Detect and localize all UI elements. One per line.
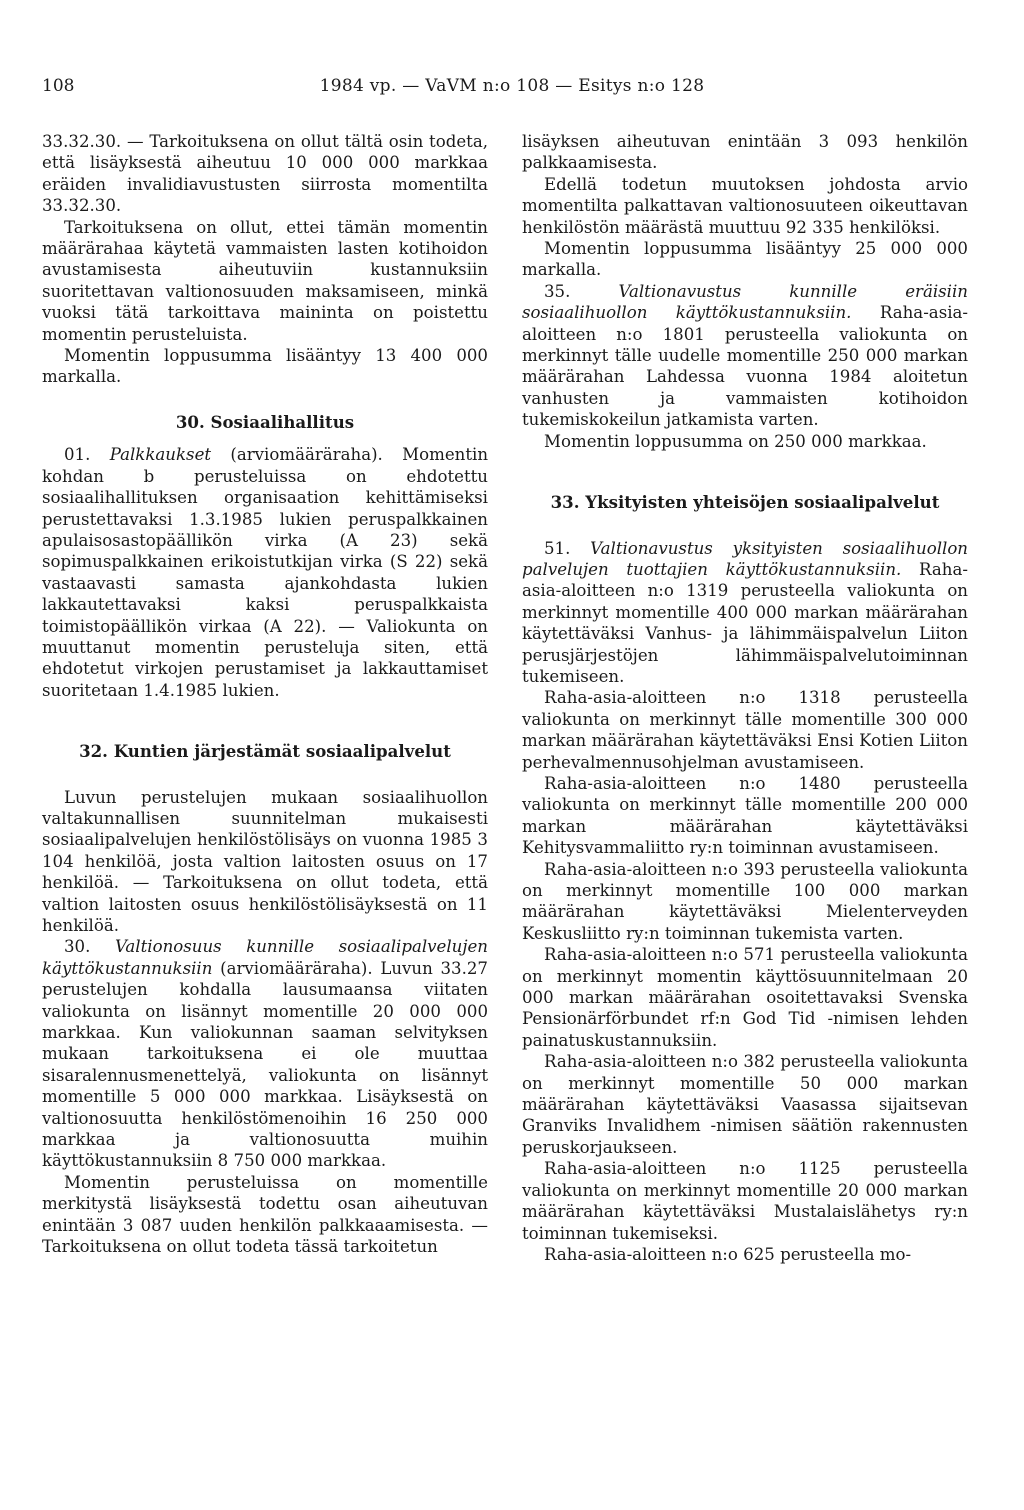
item-number: 01. [64, 445, 91, 465]
right-column [522, 131, 968, 1265]
paragraph: Tarkoituksena on ollut, ettei tämän momentin määrärahaa käytetä vammaisten lasten kotihoidon avustamisesta aiheutuviin kustannuksiin suoritettavan valtionosuuden maksamiseen, minkä vuoksi tätä tarkoittava maininta on poistettu momentin perusteluista. [42, 217, 488, 344]
paragraph [522, 281, 968, 431]
item-text: (arviomääräraha). Momentin kohdan b perusteluissa on ehdotettu sosiaalihallituksen organisaation kehittämiseksi perustettavaksi 1.3.1985 lukien peruspalkkainen apulaisosastopäällikön virka (A 23) sekä sopimuspalkkainen erikoistutkijan virka (S 22) sekä vastaavasti samasta ajankohdasta lukien lakkautettavaksi kaksi peruspalkkaista toimistopäällikön virkaa (A 22). — Valiokunta on muuttanut momentin perusteluja siten, että ehdotetut virkojen perustamiset ja lakkauttamiset suoritetaan 1.4.1985 lukien. [42, 445, 489, 700]
section-heading: 33. Yksityisten yhteisöjen sosiaalipalvelut [550, 492, 940, 513]
item-text: Raha-asia-aloitteen n:o 1801 perusteella valiokunta on merkinnyt tälle uudelle momentille 250 000 markan määrärahan Lahdessa vuonna 1984 aloitetun vanhusten ja vammaisten kotihoidon tukemiskokeilun jatkamista varten. [522, 303, 969, 430]
paragraph: Momentin loppusumma on 250 000 markkaa. [544, 431, 927, 451]
paragraph [42, 444, 488, 701]
item-title: Valtionosuus kunnille sosiaalipalvelujen käyttökustannuksiin [42, 937, 488, 978]
paragraph [42, 936, 488, 1171]
page-number: 108 [42, 76, 75, 96]
paragraph: lisäyksen aiheutuvan enintään 3 093 henkilön palkkaamisesta. [522, 132, 968, 173]
item-text: Raha-asia-aloitteen n:o 1319 perusteella valiokunta on merkinnyt momentille 400 000 markan määrärahan käytettäväksi Vanhus- ja lähimmäispalvelun Liiton perusjärjestöjen lähimmäispalvelutoiminnan tukemiseen. [522, 559, 968, 686]
paragraph: Luvun perustelujen mukaan sosiaalihuollon valtakunnallisen suunnitelman mukaisesti sosiaalipalvelujen henkilöstölisäys on vuonna 1985 3 104 henkilöä, josta valtion laitosten osuus on 17 henkilöä. — Tarkoituksena on ollut todeta, että valtion laitosten osuus henkilöstölisäyksestä on 11 henkilöä. [42, 787, 488, 935]
section-heading: 32. Kuntien järjestämät sosiaalipalvelut [79, 741, 451, 762]
item-title: Palkkaukset [109, 445, 212, 465]
paragraph: Momentin loppusumma lisääntyy 25 000 000 markalla. [522, 239, 968, 280]
item-title: Valtionavustus yksityisten sosiaalihuollon palvelujen tuottajien käyttökustannuksiin. [522, 538, 968, 579]
item-number: 35. [544, 281, 571, 301]
section-heading: 30. Sosiaalihallitus [175, 411, 355, 432]
left-column [42, 131, 488, 1258]
paragraph: Momentin loppusumma lisääntyy 13 400 000 markalla. [42, 346, 488, 387]
paragraph: Raha-asia-aloitteen n:o 625 perusteella mo- [544, 1244, 912, 1264]
paragraph: Momentin perusteluissa on momentille merkitystä lisäyksestä todettu osan aiheutuvan enintään 3 087 uuden henkilön palkkaaamisesta. — Tarkoituksena on ollut todeta tässä tarkoitetun [42, 1172, 488, 1257]
running-header: 1984 vp. — VaVM n:o 108 — Esitys n:o 128 [319, 76, 705, 96]
paragraph: Raha-asia-aloitteen n:o 1125 perusteella valiokunta on merkinnyt momentille 20 000 markan määrärahan käytettäväksi Mustalaislähetys ry:n toiminnan tukemiseksi. [522, 1159, 968, 1243]
paragraph: Raha-asia-aloitteen n:o 382 perusteella valiokunta on merkinnyt momentille 50 000 markan määrärahan käytettäväksi Vaasassa sijaitsevan Granviks Invalidhem -nimisen säätiön rakennusten peruskorjaukseen. [522, 1052, 968, 1157]
item-number: 30. [64, 937, 91, 957]
paragraph: Raha-asia-aloitteen n:o 1480 perusteella valiokunta on merkinnyt tälle momentille 200 000 markan määrärahan käytettäväksi Kehitysvammaliitto ry:n toiminnan avustamiseen. [522, 773, 968, 858]
item-title: Valtionavustus kunnille eräisiin sosiaalihuollon käyttökustannuksiin. [522, 281, 968, 323]
paragraph [522, 538, 968, 688]
paragraph: Edellä todetun muutoksen johdosta arvio momentilta palkattavan valtionosuuteen oikeuttavan henkilöstön määrästä muuttuu 92 335 henkilöksi. [522, 174, 968, 237]
paragraph: 33.32.30. — Tarkoituksena on ollut tältä osin todeta, että lisäyksestä aiheutuu 10 000 000 markkaa eräiden invalidiavustusten siirrosta momentilta 33.32.30. [42, 132, 488, 216]
paragraph: Raha-asia-aloitteen n:o 1318 perusteella valiokunta on merkinnyt tälle momentille 300 000 markan määrärahan käytettäväksi Ensi Kotien Liiton perhevalmennusohjelman avustamiseen. [522, 688, 968, 772]
item-text: (arviomääräraha). Luvun 33.27 perustelujen kohdalla lausumaansa viitaten valiokunta on lisännyt momentille 20 000 000 markkaa. Kun valiokunnan saaman selvityksen mukaan tarkoituksena ei ole muuttaa sisaralennusmenettelyä, valiokunta on lisännyt momentille 5 000 000 markkaa. Lisäyksestä on valtionosuutta henkilöstömenoihin 16 250 000 markkaa ja valtionosuutta muihin käyttökustannuksiin 8 750 000 markkaa. [42, 958, 488, 1171]
item-number: 51. [544, 538, 571, 558]
paragraph: Raha-asia-aloitteen n:o 393 perusteella valiokunta on merkinnyt momentille 100 000 markan määrärahan käytettäväksi Mielenterveyden Keskusliitto ry:n toiminnan tukemista varten. [522, 859, 968, 943]
paragraph: Raha-asia-aloitteen n:o 571 perusteella valiokunta on merkinnyt momentin käyttösuunnitelmaan 20 000 markan määrärahan osoitettavaksi Svenska Pensionärförbundet rf:n God Tid -nimisen lehden painatuskustannuksiin. [522, 945, 968, 1050]
